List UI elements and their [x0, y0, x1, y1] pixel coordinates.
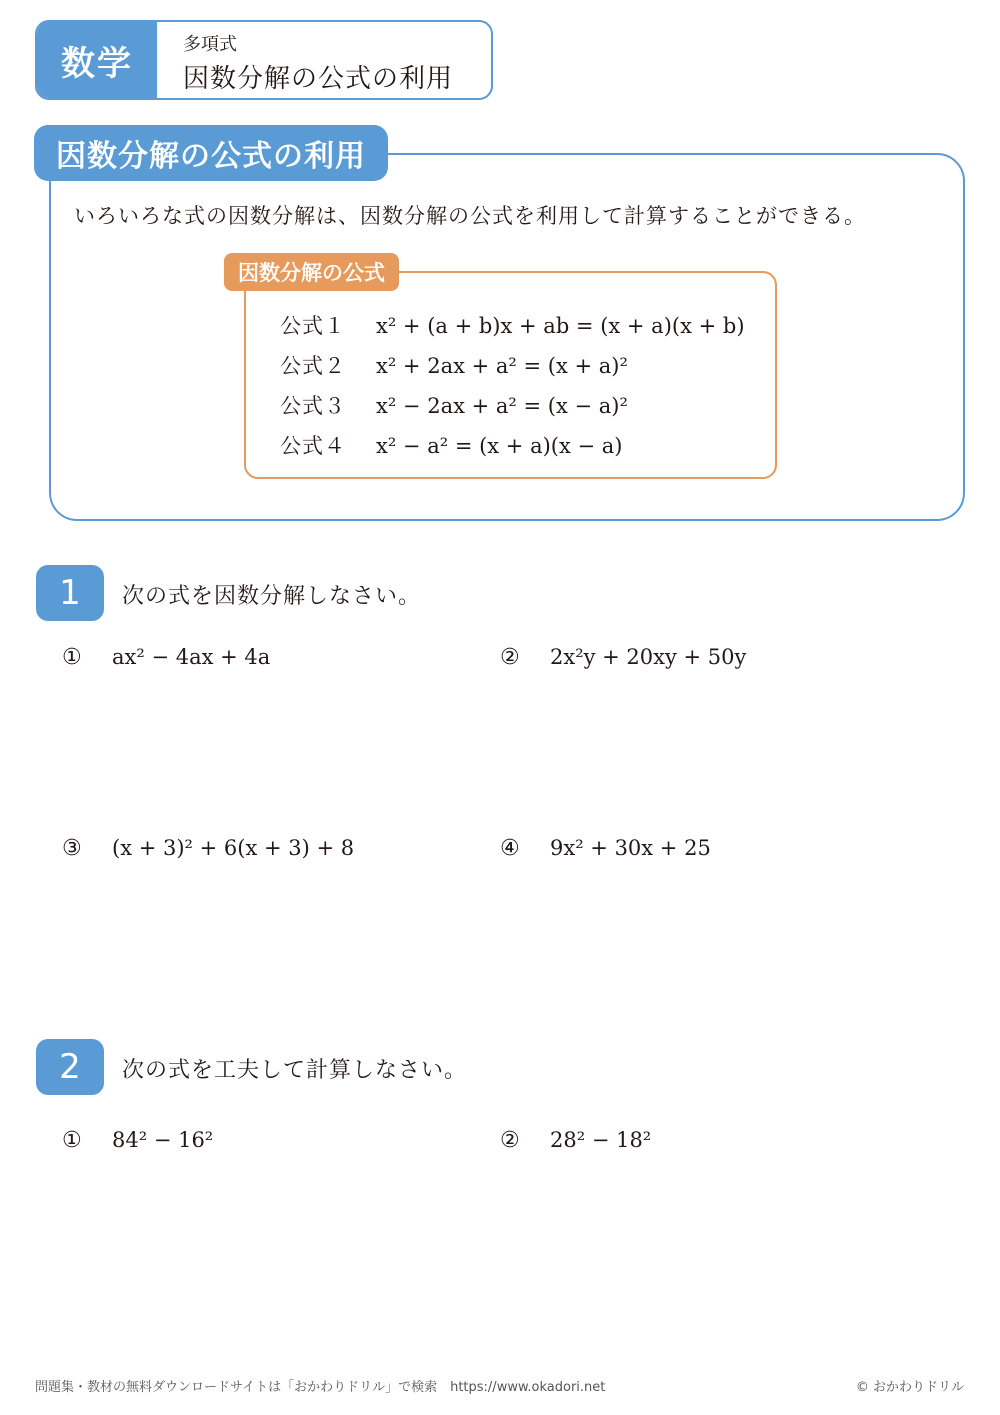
section-text: いろいろな式の因数分解は、因数分解の公式を利用して計算することができる。 — [74, 204, 866, 228]
section-heading: 因数分解の公式の利用 — [34, 125, 388, 181]
footer-copyright: © おかわりドリル — [855, 1380, 964, 1395]
problem-item — [500, 645, 746, 670]
problem-item — [62, 645, 270, 670]
formula-row — [280, 310, 745, 340]
item-number: ① — [62, 645, 82, 670]
header-box — [35, 20, 493, 100]
formula-label: 公式３ — [280, 394, 346, 418]
formula-expression: x² + (a + b)x + ab = (x + a)(x + b) — [376, 314, 745, 338]
item-expression: ax² − 4ax + 4a — [112, 645, 271, 669]
item-number: ③ — [62, 836, 82, 861]
problem-instruction: 次の式を工夫して計算しなさい。 — [122, 1058, 468, 1083]
item-expression: (x + 3)² + 6(x + 3) + 8 — [112, 836, 355, 860]
page-title: 因数分解の公式の利用 — [183, 64, 454, 94]
problem-number-badge: 2 — [36, 1039, 104, 1095]
formula-label: 公式４ — [280, 434, 346, 458]
subject-label: 数学 — [37, 22, 157, 98]
problem-item — [62, 836, 354, 861]
item-number: ② — [500, 645, 520, 670]
item-expression: 9x² + 30x + 25 — [550, 836, 711, 860]
formula-expression: x² − a² = (x + a)(x − a) — [376, 434, 623, 458]
item-number: ② — [500, 1128, 520, 1153]
formula-row — [280, 430, 622, 460]
item-number: ④ — [500, 836, 520, 861]
formula-row — [280, 390, 628, 420]
item-number: ① — [62, 1128, 82, 1153]
item-expression: 84² − 16² — [112, 1128, 214, 1152]
formula-label: 公式１ — [280, 314, 346, 338]
formula-expression: x² − 2ax + a² = (x − a)² — [376, 394, 628, 418]
footer-site-text: 問題集・教材の無料ダウンロードサイトは「おかわりドリル」で検索 https://www.okadori.net — [35, 1380, 606, 1395]
formula-box-heading: 因数分解の公式 — [224, 253, 399, 291]
problem-instruction: 次の式を因数分解しなさい。 — [122, 584, 422, 609]
problem-number-badge: 1 — [36, 565, 104, 621]
item-expression: 28² − 18² — [550, 1128, 652, 1152]
item-expression: 2x²y + 20xy + 50y — [550, 645, 747, 669]
formula-row — [280, 350, 628, 380]
problem-item — [500, 1128, 651, 1153]
problem-item — [62, 1128, 213, 1153]
problem-item — [500, 836, 711, 861]
formula-expression: x² + 2ax + a² = (x + a)² — [376, 354, 628, 378]
unit-label: 多項式 — [183, 34, 237, 55]
formula-label: 公式２ — [280, 354, 346, 378]
